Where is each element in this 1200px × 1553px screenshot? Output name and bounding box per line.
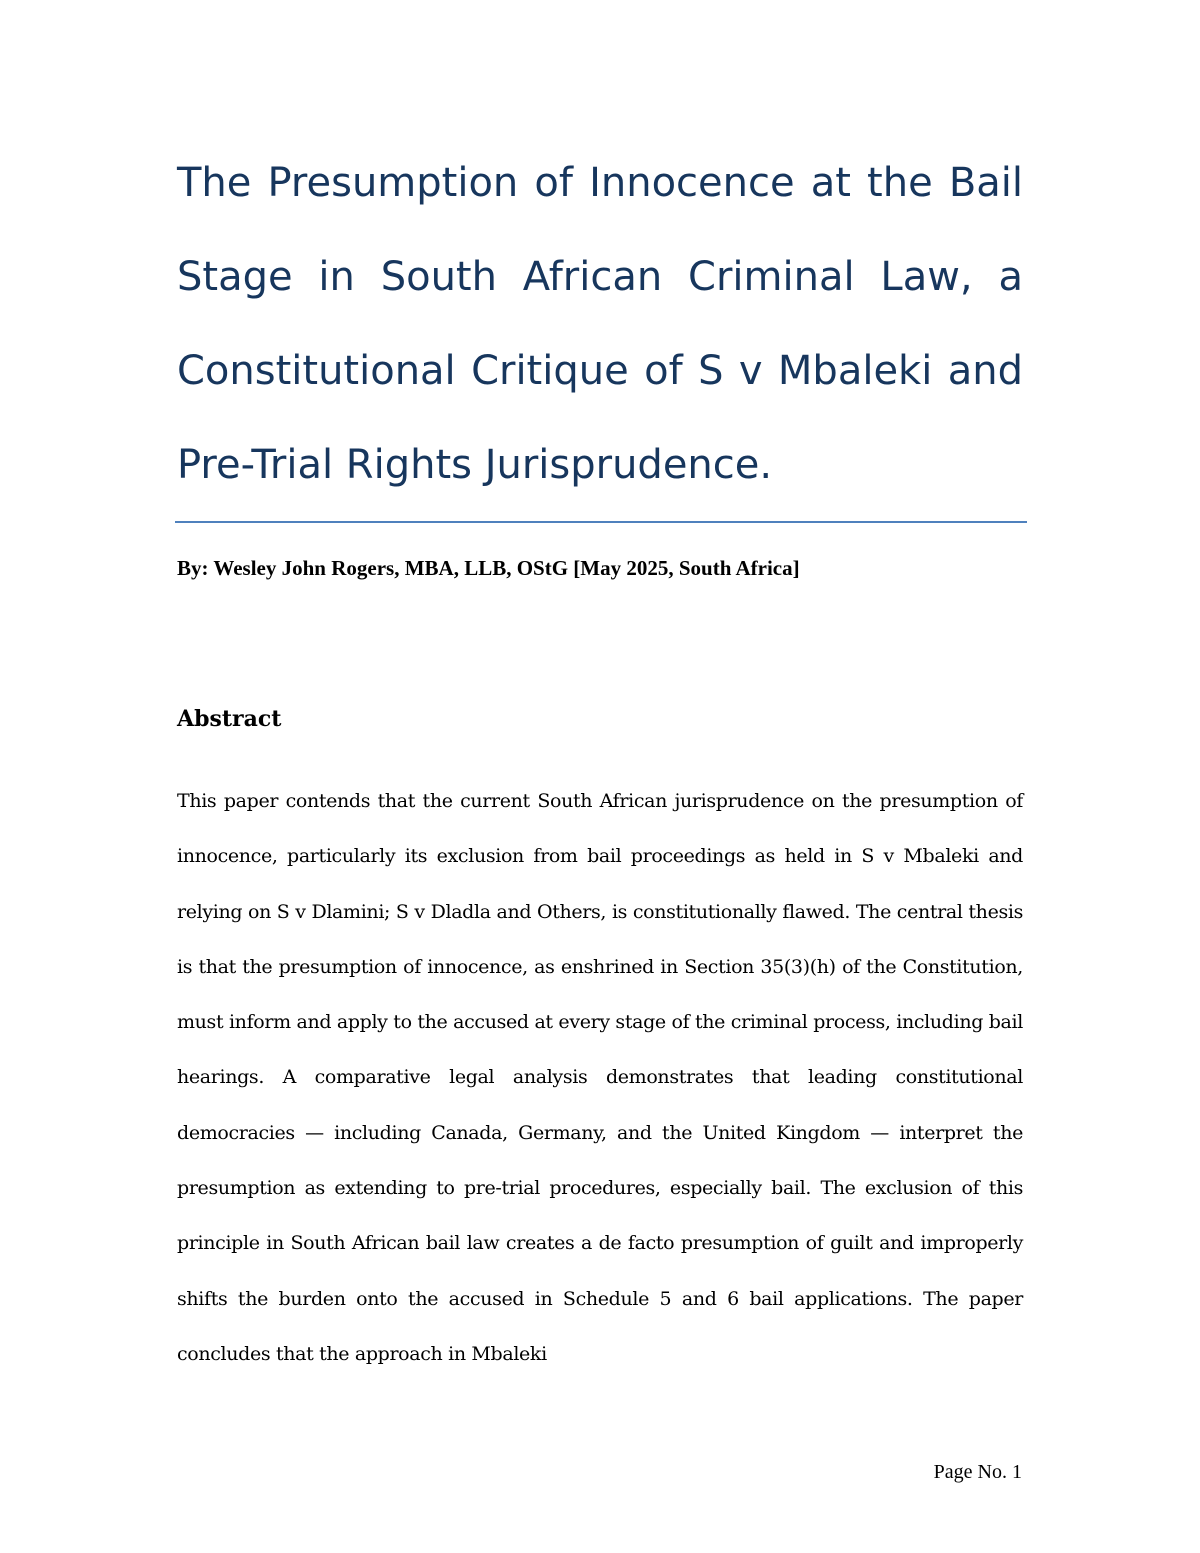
document-title: The Presumption of Innocence at the Bail Stage in South African Criminal Law, a Constitutional Critique of S v Mbaleki and Pre-Trial Rights Jurisprudence. <box>177 160 1023 488</box>
abstract-paragraph: This paper contends that the current South African jurisprudence on the presumption of innocence, particularly its exclusion from bail proceedings as held in S v Mbaleki and relying on S v Dlamini; S v Dladla and Others, is constitutionally flawed. The central thesis is that the presumption of innocence, as enshrined in Section 35(3)(h) of the Constitution, must inform and apply to the accused at every stage of the criminal process, including bail hearings. A comparative legal analysis demonstrates that leading constitutional democracies — including Canada, Germany, and the United Kingdom — interpret the presumption as extending to pre-trial procedures, especially bail. The exclusion of this principle in South African bail law creates a de facto presumption of guilt and improperly shifts the burden onto the accused in Schedule 5 and 6 bail applications. The paper concludes that the approach in Mbaleki <box>177 790 1023 1365</box>
author-byline: By: Wesley John Rogers, MBA, LLB, OStG [May 2025, South Africa] <box>177 556 800 580</box>
abstract-heading: Abstract <box>177 706 282 732</box>
page-number: Page No. 1 <box>933 1461 1022 1483</box>
title-divider <box>175 521 1027 523</box>
